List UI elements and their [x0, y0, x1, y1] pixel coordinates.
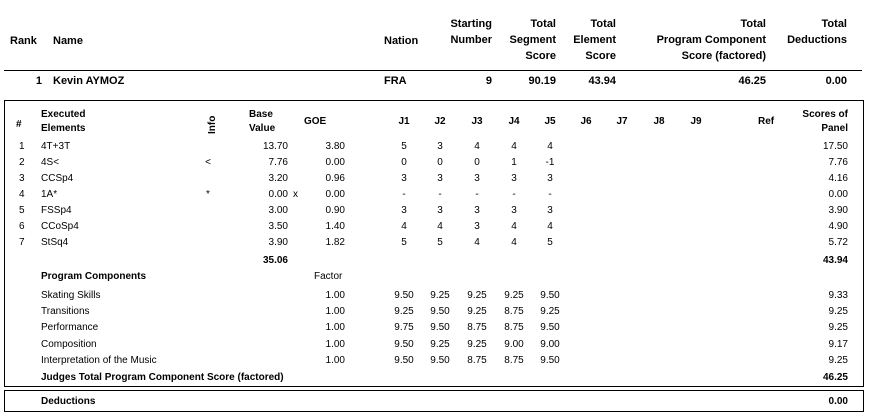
- starting-number-header-line-1: Starting: [450, 18, 492, 30]
- element-base-value: 3.00: [268, 205, 288, 216]
- elements-panel-total: 43.94: [822, 255, 848, 266]
- element-panel-score: 17.50: [822, 141, 848, 152]
- element-judge-score: 4: [511, 141, 517, 152]
- pcs-total-value: 46.25: [822, 372, 848, 383]
- rank-column-header: Rank: [10, 35, 37, 47]
- nation-column-header: Nation: [384, 35, 419, 47]
- component-judge-score: 9.25: [430, 339, 450, 350]
- element-judge-score: -: [512, 189, 516, 200]
- executed-elements-header-line-1: Executed: [41, 109, 86, 120]
- skater-rank: 1: [35, 75, 42, 87]
- component-judge-score: 9.25: [540, 306, 560, 317]
- element-judge-score: 4: [474, 237, 480, 248]
- component-factor: 1.00: [325, 339, 345, 350]
- tes-header-line-1: Total: [590, 18, 616, 30]
- element-judge-score: 3: [547, 173, 553, 184]
- component-panel-score: 9.25: [828, 306, 848, 317]
- referee-header: Ref: [758, 116, 775, 127]
- element-base-value: 7.76: [268, 157, 288, 168]
- element-judge-score: -: [438, 189, 442, 200]
- element-number: 7: [19, 237, 25, 248]
- component-judge-score: 9.25: [504, 290, 524, 301]
- component-judge-score: 9.25: [394, 306, 414, 317]
- element-judge-score: 4: [547, 221, 553, 232]
- deductions-label: Deductions: [41, 396, 96, 407]
- judge-header-1: J1: [398, 116, 410, 127]
- component-judge-score: 8.75: [467, 355, 487, 366]
- element-judge-score: -: [402, 189, 406, 200]
- total-program-component-score: 46.25: [738, 75, 766, 87]
- component-judge-score: 8.75: [504, 355, 524, 366]
- element-judge-score: 0: [437, 157, 443, 168]
- tss-header-line-1: Total: [530, 18, 556, 30]
- component-judge-score: 9.50: [540, 290, 560, 301]
- element-judge-score: 4: [437, 221, 443, 232]
- goe-header: GOE: [304, 116, 327, 127]
- starting-number: 9: [485, 75, 492, 87]
- tss-header-line-2: Segment: [509, 34, 556, 46]
- component-judge-score: 9.75: [394, 322, 414, 333]
- judge-header-9: J9: [690, 116, 702, 127]
- element-number: 5: [19, 205, 25, 216]
- element-info: <: [205, 157, 211, 168]
- component-judge-score: 9.50: [394, 339, 414, 350]
- element-number: 1: [19, 141, 25, 152]
- base-value-header-line-1: Base: [249, 109, 273, 120]
- element-judge-score: 5: [437, 237, 443, 248]
- judge-header-7: J7: [616, 116, 628, 127]
- element-panel-score: 4.16: [828, 173, 848, 184]
- element-judge-score: 3: [401, 173, 407, 184]
- component-factor: 1.00: [325, 290, 345, 301]
- element-goe: 1.40: [325, 221, 345, 232]
- element-base-value: 13.70: [262, 141, 288, 152]
- component-judge-score: 9.25: [467, 290, 487, 301]
- element-judge-score: 0: [401, 157, 407, 168]
- element-goe: 1.82: [325, 237, 345, 248]
- element-name: CCSp4: [41, 173, 74, 184]
- element-goe: 0.90: [325, 205, 345, 216]
- element-name: FSSp4: [41, 205, 72, 216]
- deductions-header-line-1: Total: [821, 18, 847, 30]
- factor-header: Factor: [314, 271, 343, 282]
- component-name: Interpretation of the Music: [41, 355, 157, 366]
- component-panel-score: 9.25: [828, 322, 848, 333]
- judge-header-2: J2: [434, 116, 446, 127]
- element-judge-score: 3: [437, 205, 443, 216]
- element-goe: 0.00: [325, 189, 345, 200]
- element-judge-score: 3: [511, 173, 517, 184]
- element-judge-score: 4: [401, 221, 407, 232]
- element-judge-score: 3: [474, 205, 480, 216]
- component-judge-score: 8.75: [467, 322, 487, 333]
- elements-base-value-total: 35.06: [262, 255, 288, 266]
- judge-header-6: J6: [580, 116, 592, 127]
- judge-header-3: J3: [471, 116, 483, 127]
- element-number: 4: [19, 189, 25, 200]
- component-judge-score: 9.50: [394, 290, 414, 301]
- info-header: Info: [207, 115, 218, 134]
- component-judge-score: 9.25: [467, 306, 487, 317]
- component-name: Skating Skills: [41, 290, 101, 301]
- element-goe: 3.80: [325, 141, 345, 152]
- judge-header-8: J8: [653, 116, 665, 127]
- starting-number-header-line-2: Number: [450, 34, 492, 46]
- component-judge-score: 9.50: [430, 355, 450, 366]
- element-goe: 0.00: [325, 157, 345, 168]
- element-panel-score: 5.72: [828, 237, 848, 248]
- element-judge-score: 4: [474, 141, 480, 152]
- component-factor: 1.00: [325, 322, 345, 333]
- element-judge-score: 5: [401, 141, 407, 152]
- element-name: StSq4: [41, 237, 69, 248]
- total-segment-score: 90.19: [528, 75, 556, 87]
- element-panel-score: 0.00: [828, 189, 848, 200]
- executed-elements-header-line-2: Elements: [41, 123, 86, 134]
- scores-of-panel-header-line-2: Panel: [821, 123, 848, 134]
- element-judge-score: 3: [474, 173, 480, 184]
- tss-header-line-3: Score: [525, 50, 556, 62]
- header-divider: [4, 70, 862, 71]
- element-panel-score: 4.90: [828, 221, 848, 232]
- element-base-value: 3.90: [268, 237, 288, 248]
- component-factor: 1.00: [325, 306, 345, 317]
- element-base-value: 0.00: [268, 189, 288, 200]
- deductions-header-line-2: Deductions: [787, 34, 847, 46]
- component-judge-score: 9.50: [540, 355, 560, 366]
- element-judge-score: 0: [474, 157, 480, 168]
- element-judge-score: 1: [511, 157, 517, 168]
- element-judge-score: 3: [401, 205, 407, 216]
- element-judge-score: 3: [474, 221, 480, 232]
- component-name: Transitions: [41, 306, 90, 317]
- judge-header-4: J4: [508, 116, 520, 127]
- total-deductions: 0.00: [825, 75, 847, 87]
- element-judge-score: 3: [547, 205, 553, 216]
- element-credit-marker: x: [293, 189, 298, 200]
- total-element-score: 43.94: [588, 75, 616, 87]
- element-number: 3: [19, 173, 25, 184]
- judge-header-5: J5: [544, 116, 556, 127]
- component-name: Performance: [41, 322, 99, 333]
- program-components-header: Program Components: [41, 271, 147, 282]
- pcs-header-line-3: Score (factored): [681, 50, 766, 62]
- skater-name: Kevin AYMOZ: [53, 75, 125, 87]
- element-number: 6: [19, 221, 25, 232]
- element-judge-score: -: [475, 189, 479, 200]
- pcs-header-line-2: Program Component: [656, 34, 766, 46]
- element-name: 4S<: [41, 157, 60, 168]
- tes-header-line-3: Score: [585, 50, 616, 62]
- scores-of-panel-header-line-1: Scores of: [802, 109, 848, 120]
- base-value-header-line-2: Value: [249, 123, 276, 134]
- component-judge-score: 9.50: [430, 306, 450, 317]
- element-number-header: #: [16, 119, 22, 130]
- element-base-value: 3.20: [268, 173, 288, 184]
- component-judge-score: 8.75: [504, 306, 524, 317]
- element-base-value: 3.50: [268, 221, 288, 232]
- tes-header-line-2: Element: [573, 34, 616, 46]
- element-name: 4T+3T: [41, 141, 71, 152]
- name-column-header: Name: [53, 35, 83, 47]
- element-judge-score: 4: [511, 221, 517, 232]
- element-number: 2: [19, 157, 25, 168]
- element-judge-score: 4: [511, 237, 517, 248]
- element-goe: 0.96: [325, 173, 345, 184]
- component-panel-score: 9.25: [828, 355, 848, 366]
- element-name: CCoSp4: [41, 221, 79, 232]
- component-judge-score: 9.50: [540, 322, 560, 333]
- element-judge-score: 4: [547, 141, 553, 152]
- element-judge-score: 3: [511, 205, 517, 216]
- element-judge-score: -: [548, 189, 552, 200]
- element-judge-score: 5: [547, 237, 553, 248]
- deductions-value: 0.00: [828, 396, 848, 407]
- skater-nation: FRA: [384, 75, 407, 87]
- element-judge-score: -1: [545, 157, 555, 168]
- component-judge-score: 8.75: [504, 322, 524, 333]
- element-name: 1A*: [41, 189, 58, 200]
- pcs-header-line-1: Total: [740, 18, 766, 30]
- component-name: Composition: [41, 339, 97, 350]
- element-panel-score: 7.76: [828, 157, 848, 168]
- element-panel-score: 3.90: [828, 205, 848, 216]
- element-judge-score: 3: [437, 141, 443, 152]
- element-judge-score: 3: [437, 173, 443, 184]
- component-panel-score: 9.33: [828, 290, 848, 301]
- deductions-box: [4, 390, 864, 412]
- component-judge-score: 9.00: [504, 339, 524, 350]
- component-judge-score: 9.50: [394, 355, 414, 366]
- component-judge-score: 9.25: [467, 339, 487, 350]
- component-panel-score: 9.17: [828, 339, 848, 350]
- component-judge-score: 9.25: [430, 290, 450, 301]
- element-judge-score: 5: [401, 237, 407, 248]
- element-info: *: [206, 189, 210, 200]
- component-judge-score: 9.00: [540, 339, 560, 350]
- component-factor: 1.00: [325, 355, 345, 366]
- pcs-total-label: Judges Total Program Component Score (factored): [41, 372, 284, 383]
- component-judge-score: 9.50: [430, 322, 450, 333]
